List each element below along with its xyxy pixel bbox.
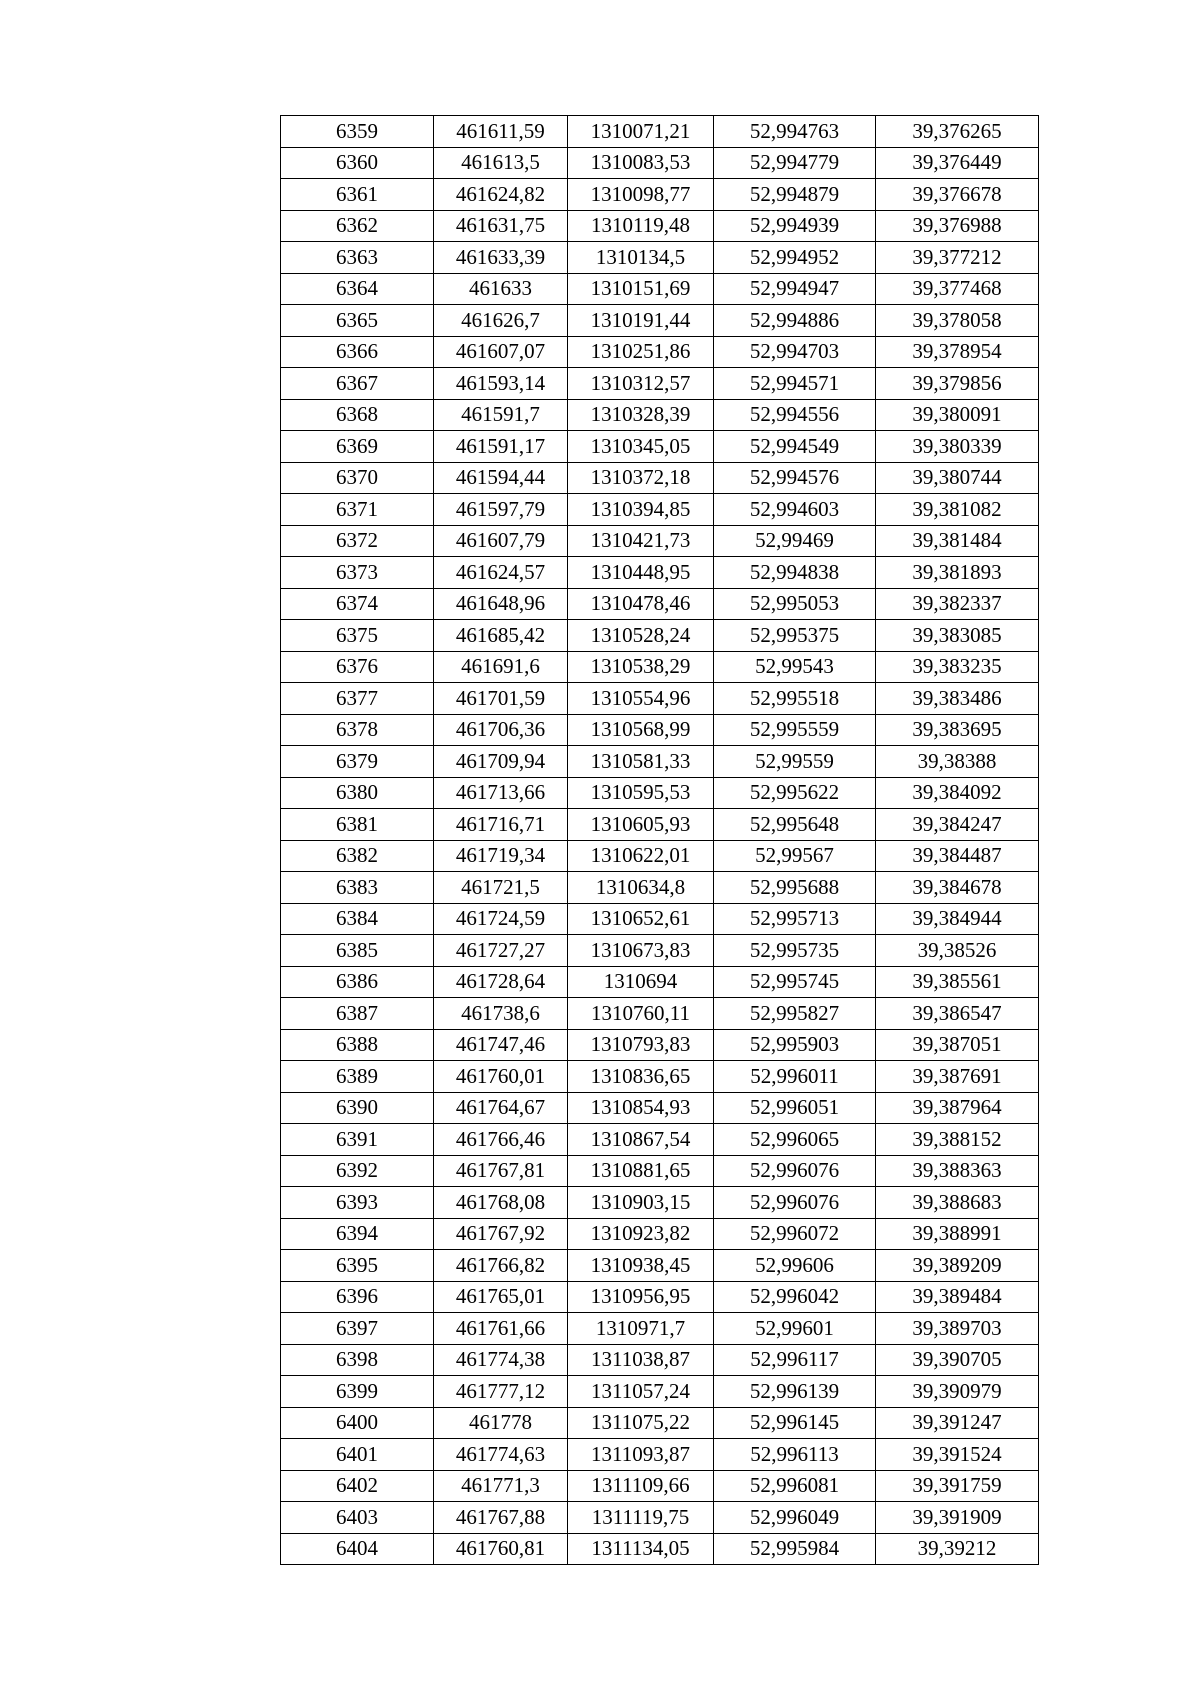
x-coordinate-cell: 461591,17 [434,431,568,463]
latitude-cell: 52,995622 [714,777,876,809]
longitude-cell: 39,381082 [876,494,1039,526]
latitude-cell: 52,995518 [714,683,876,715]
latitude-cell: 52,99469 [714,525,876,557]
table-row [281,714,1039,746]
point-number-cell: 6377 [281,683,434,715]
x-coordinate-cell: 461774,38 [434,1344,568,1376]
longitude-cell: 39,38526 [876,935,1039,967]
point-number-cell: 6369 [281,431,434,463]
latitude-cell: 52,995713 [714,903,876,935]
table-row [281,147,1039,179]
table-row [281,1344,1039,1376]
coordinates-table-body [281,116,1039,1565]
latitude-cell: 52,995984 [714,1533,876,1565]
latitude-cell: 52,996049 [714,1502,876,1534]
y-coordinate-cell: 1310793,83 [568,1029,714,1061]
point-number-cell: 6394 [281,1218,434,1250]
table-row [281,1470,1039,1502]
x-coordinate-cell: 461778 [434,1407,568,1439]
x-coordinate-cell: 461709,94 [434,746,568,778]
table-row [281,431,1039,463]
y-coordinate-cell: 1311057,24 [568,1376,714,1408]
x-coordinate-cell: 461648,96 [434,588,568,620]
table-row [281,1092,1039,1124]
longitude-cell: 39,377468 [876,273,1039,305]
latitude-cell: 52,99559 [714,746,876,778]
point-number-cell: 6361 [281,179,434,211]
y-coordinate-cell: 1310448,95 [568,557,714,589]
y-coordinate-cell: 1310098,77 [568,179,714,211]
table-row [281,1124,1039,1156]
point-number-cell: 6381 [281,809,434,841]
point-number-cell: 6398 [281,1344,434,1376]
table-row [281,1407,1039,1439]
point-number-cell: 6404 [281,1533,434,1565]
x-coordinate-cell: 461774,63 [434,1439,568,1471]
point-number-cell: 6375 [281,620,434,652]
longitude-cell: 39,39212 [876,1533,1039,1565]
x-coordinate-cell: 461767,88 [434,1502,568,1534]
latitude-cell: 52,996072 [714,1218,876,1250]
latitude-cell: 52,994952 [714,242,876,274]
latitude-cell: 52,996139 [714,1376,876,1408]
table-row [281,809,1039,841]
y-coordinate-cell: 1310622,01 [568,840,714,872]
latitude-cell: 52,995688 [714,872,876,904]
longitude-cell: 39,378058 [876,305,1039,337]
y-coordinate-cell: 1311093,87 [568,1439,714,1471]
longitude-cell: 39,388683 [876,1187,1039,1219]
point-number-cell: 6365 [281,305,434,337]
table-row [281,777,1039,809]
y-coordinate-cell: 1310595,53 [568,777,714,809]
latitude-cell: 52,994603 [714,494,876,526]
longitude-cell: 39,383486 [876,683,1039,715]
point-number-cell: 6378 [281,714,434,746]
x-coordinate-cell: 461761,66 [434,1313,568,1345]
y-coordinate-cell: 1310673,83 [568,935,714,967]
point-number-cell: 6399 [281,1376,434,1408]
point-number-cell: 6403 [281,1502,434,1534]
point-number-cell: 6391 [281,1124,434,1156]
x-coordinate-cell: 461593,14 [434,368,568,400]
point-number-cell: 6364 [281,273,434,305]
latitude-cell: 52,994763 [714,116,876,148]
x-coordinate-cell: 461747,46 [434,1029,568,1061]
x-coordinate-cell: 461633,39 [434,242,568,274]
x-coordinate-cell: 461624,57 [434,557,568,589]
latitude-cell: 52,99606 [714,1250,876,1282]
latitude-cell: 52,995827 [714,998,876,1030]
longitude-cell: 39,384092 [876,777,1039,809]
table-row [281,1029,1039,1061]
x-coordinate-cell: 461713,66 [434,777,568,809]
x-coordinate-cell: 461771,3 [434,1470,568,1502]
y-coordinate-cell: 1310528,24 [568,620,714,652]
table-row [281,1502,1039,1534]
longitude-cell: 39,389484 [876,1281,1039,1313]
latitude-cell: 52,994703 [714,336,876,368]
x-coordinate-cell: 461597,79 [434,494,568,526]
point-number-cell: 6392 [281,1155,434,1187]
y-coordinate-cell: 1310956,95 [568,1281,714,1313]
x-coordinate-cell: 461719,34 [434,840,568,872]
y-coordinate-cell: 1310345,05 [568,431,714,463]
x-coordinate-cell: 461706,36 [434,714,568,746]
longitude-cell: 39,387964 [876,1092,1039,1124]
point-number-cell: 6401 [281,1439,434,1471]
y-coordinate-cell: 1310328,39 [568,399,714,431]
table-row [281,1187,1039,1219]
y-coordinate-cell: 1310605,93 [568,809,714,841]
point-number-cell: 6382 [281,840,434,872]
table-row [281,525,1039,557]
table-row [281,462,1039,494]
longitude-cell: 39,380339 [876,431,1039,463]
longitude-cell: 39,390979 [876,1376,1039,1408]
point-number-cell: 6366 [281,336,434,368]
latitude-cell: 52,996076 [714,1155,876,1187]
x-coordinate-cell: 461685,42 [434,620,568,652]
latitude-cell: 52,99543 [714,651,876,683]
point-number-cell: 6396 [281,1281,434,1313]
y-coordinate-cell: 1311075,22 [568,1407,714,1439]
table-row [281,683,1039,715]
longitude-cell: 39,385561 [876,966,1039,998]
x-coordinate-cell: 461701,59 [434,683,568,715]
latitude-cell: 52,995735 [714,935,876,967]
point-number-cell: 6362 [281,210,434,242]
x-coordinate-cell: 461611,59 [434,116,568,148]
table-row [281,651,1039,683]
longitude-cell: 39,38388 [876,746,1039,778]
y-coordinate-cell: 1310923,82 [568,1218,714,1250]
x-coordinate-cell: 461594,44 [434,462,568,494]
y-coordinate-cell: 1311119,75 [568,1502,714,1534]
longitude-cell: 39,378954 [876,336,1039,368]
latitude-cell: 52,996011 [714,1061,876,1093]
point-number-cell: 6390 [281,1092,434,1124]
y-coordinate-cell: 1310867,54 [568,1124,714,1156]
point-number-cell: 6385 [281,935,434,967]
y-coordinate-cell: 1310971,7 [568,1313,714,1345]
table-row [281,1376,1039,1408]
latitude-cell: 52,994779 [714,147,876,179]
point-number-cell: 6402 [281,1470,434,1502]
x-coordinate-cell: 461777,12 [434,1376,568,1408]
table-row [281,1439,1039,1471]
latitude-cell: 52,994838 [714,557,876,589]
x-coordinate-cell: 461766,82 [434,1250,568,1282]
point-number-cell: 6374 [281,588,434,620]
longitude-cell: 39,376678 [876,179,1039,211]
longitude-cell: 39,387051 [876,1029,1039,1061]
longitude-cell: 39,390705 [876,1344,1039,1376]
x-coordinate-cell: 461607,79 [434,525,568,557]
y-coordinate-cell: 1310251,86 [568,336,714,368]
y-coordinate-cell: 1310854,93 [568,1092,714,1124]
longitude-cell: 39,384247 [876,809,1039,841]
x-coordinate-cell: 461765,01 [434,1281,568,1313]
table-row [281,620,1039,652]
y-coordinate-cell: 1310881,65 [568,1155,714,1187]
latitude-cell: 52,994879 [714,179,876,211]
point-number-cell: 6397 [281,1313,434,1345]
point-number-cell: 6393 [281,1187,434,1219]
latitude-cell: 52,995745 [714,966,876,998]
longitude-cell: 39,380091 [876,399,1039,431]
point-number-cell: 6359 [281,116,434,148]
table-row [281,1533,1039,1565]
longitude-cell: 39,381484 [876,525,1039,557]
table-row [281,966,1039,998]
x-coordinate-cell: 461624,82 [434,179,568,211]
table-row [281,1218,1039,1250]
latitude-cell: 52,994947 [714,273,876,305]
latitude-cell: 52,996081 [714,1470,876,1502]
table-row [281,1281,1039,1313]
y-coordinate-cell: 1310083,53 [568,147,714,179]
latitude-cell: 52,994886 [714,305,876,337]
table-row [281,1155,1039,1187]
longitude-cell: 39,380744 [876,462,1039,494]
table-row [281,1061,1039,1093]
latitude-cell: 52,996076 [714,1187,876,1219]
table-row [281,210,1039,242]
longitude-cell: 39,381893 [876,557,1039,589]
y-coordinate-cell: 1310581,33 [568,746,714,778]
x-coordinate-cell: 461591,7 [434,399,568,431]
latitude-cell: 52,995903 [714,1029,876,1061]
longitude-cell: 39,376449 [876,147,1039,179]
latitude-cell: 52,994939 [714,210,876,242]
y-coordinate-cell: 1310134,5 [568,242,714,274]
y-coordinate-cell: 1310652,61 [568,903,714,935]
x-coordinate-cell: 461760,81 [434,1533,568,1565]
longitude-cell: 39,379856 [876,368,1039,400]
x-coordinate-cell: 461613,5 [434,147,568,179]
latitude-cell: 52,994556 [714,399,876,431]
x-coordinate-cell: 461767,92 [434,1218,568,1250]
longitude-cell: 39,389703 [876,1313,1039,1345]
y-coordinate-cell: 1310372,18 [568,462,714,494]
point-number-cell: 6360 [281,147,434,179]
longitude-cell: 39,389209 [876,1250,1039,1282]
table-row [281,179,1039,211]
y-coordinate-cell: 1310538,29 [568,651,714,683]
y-coordinate-cell: 1310634,8 [568,872,714,904]
x-coordinate-cell: 461721,5 [434,872,568,904]
y-coordinate-cell: 1310071,21 [568,116,714,148]
y-coordinate-cell: 1310938,45 [568,1250,714,1282]
latitude-cell: 52,996113 [714,1439,876,1471]
x-coordinate-cell: 461760,01 [434,1061,568,1093]
latitude-cell: 52,996145 [714,1407,876,1439]
latitude-cell: 52,99601 [714,1313,876,1345]
longitude-cell: 39,377212 [876,242,1039,274]
latitude-cell: 52,994571 [714,368,876,400]
x-coordinate-cell: 461768,08 [434,1187,568,1219]
longitude-cell: 39,386547 [876,998,1039,1030]
table-row [281,998,1039,1030]
x-coordinate-cell: 461633 [434,273,568,305]
longitude-cell: 39,391759 [876,1470,1039,1502]
longitude-cell: 39,391524 [876,1439,1039,1471]
table-row [281,494,1039,526]
point-number-cell: 6370 [281,462,434,494]
latitude-cell: 52,99567 [714,840,876,872]
latitude-cell: 52,996065 [714,1124,876,1156]
latitude-cell: 52,994576 [714,462,876,494]
table-row [281,368,1039,400]
y-coordinate-cell: 1310478,46 [568,588,714,620]
point-number-cell: 6384 [281,903,434,935]
x-coordinate-cell: 461727,27 [434,935,568,967]
coordinates-table [280,115,1039,1565]
table-row [281,305,1039,337]
longitude-cell: 39,382337 [876,588,1039,620]
longitude-cell: 39,384944 [876,903,1039,935]
point-number-cell: 6380 [281,777,434,809]
latitude-cell: 52,995648 [714,809,876,841]
point-number-cell: 6376 [281,651,434,683]
latitude-cell: 52,996042 [714,1281,876,1313]
y-coordinate-cell: 1310119,48 [568,210,714,242]
x-coordinate-cell: 461766,46 [434,1124,568,1156]
point-number-cell: 6395 [281,1250,434,1282]
table-row [281,1250,1039,1282]
y-coordinate-cell: 1310903,15 [568,1187,714,1219]
table-row [281,746,1039,778]
latitude-cell: 52,995053 [714,588,876,620]
y-coordinate-cell: 1310694 [568,966,714,998]
point-number-cell: 6379 [281,746,434,778]
y-coordinate-cell: 1311038,87 [568,1344,714,1376]
x-coordinate-cell: 461728,64 [434,966,568,998]
table-row [281,242,1039,274]
latitude-cell: 52,994549 [714,431,876,463]
longitude-cell: 39,388363 [876,1155,1039,1187]
x-coordinate-cell: 461607,07 [434,336,568,368]
y-coordinate-cell: 1311134,05 [568,1533,714,1565]
y-coordinate-cell: 1310760,11 [568,998,714,1030]
y-coordinate-cell: 1310554,96 [568,683,714,715]
x-coordinate-cell: 461626,7 [434,305,568,337]
x-coordinate-cell: 461767,81 [434,1155,568,1187]
x-coordinate-cell: 461631,75 [434,210,568,242]
point-number-cell: 6367 [281,368,434,400]
point-number-cell: 6373 [281,557,434,589]
table-row [281,588,1039,620]
longitude-cell: 39,391909 [876,1502,1039,1534]
y-coordinate-cell: 1310568,99 [568,714,714,746]
table-row [281,336,1039,368]
y-coordinate-cell: 1310394,85 [568,494,714,526]
x-coordinate-cell: 461691,6 [434,651,568,683]
y-coordinate-cell: 1310312,57 [568,368,714,400]
longitude-cell: 39,383695 [876,714,1039,746]
x-coordinate-cell: 461764,67 [434,1092,568,1124]
longitude-cell: 39,384678 [876,872,1039,904]
table-row [281,1313,1039,1345]
y-coordinate-cell: 1310836,65 [568,1061,714,1093]
x-coordinate-cell: 461716,71 [434,809,568,841]
longitude-cell: 39,388991 [876,1218,1039,1250]
longitude-cell: 39,384487 [876,840,1039,872]
table-row [281,273,1039,305]
y-coordinate-cell: 1310421,73 [568,525,714,557]
longitude-cell: 39,391247 [876,1407,1039,1439]
table-row [281,557,1039,589]
table-row [281,903,1039,935]
point-number-cell: 6386 [281,966,434,998]
point-number-cell: 6383 [281,872,434,904]
y-coordinate-cell: 1310151,69 [568,273,714,305]
point-number-cell: 6363 [281,242,434,274]
latitude-cell: 52,995375 [714,620,876,652]
point-number-cell: 6371 [281,494,434,526]
point-number-cell: 6388 [281,1029,434,1061]
longitude-cell: 39,388152 [876,1124,1039,1156]
y-coordinate-cell: 1310191,44 [568,305,714,337]
table-row [281,399,1039,431]
table-row [281,840,1039,872]
x-coordinate-cell: 461738,6 [434,998,568,1030]
y-coordinate-cell: 1311109,66 [568,1470,714,1502]
x-coordinate-cell: 461724,59 [434,903,568,935]
longitude-cell: 39,376265 [876,116,1039,148]
table-row [281,935,1039,967]
table-row [281,116,1039,148]
table-row [281,872,1039,904]
point-number-cell: 6387 [281,998,434,1030]
point-number-cell: 6372 [281,525,434,557]
longitude-cell: 39,383085 [876,620,1039,652]
point-number-cell: 6400 [281,1407,434,1439]
point-number-cell: 6389 [281,1061,434,1093]
latitude-cell: 52,996117 [714,1344,876,1376]
point-number-cell: 6368 [281,399,434,431]
longitude-cell: 39,376988 [876,210,1039,242]
latitude-cell: 52,996051 [714,1092,876,1124]
longitude-cell: 39,383235 [876,651,1039,683]
latitude-cell: 52,995559 [714,714,876,746]
longitude-cell: 39,387691 [876,1061,1039,1093]
